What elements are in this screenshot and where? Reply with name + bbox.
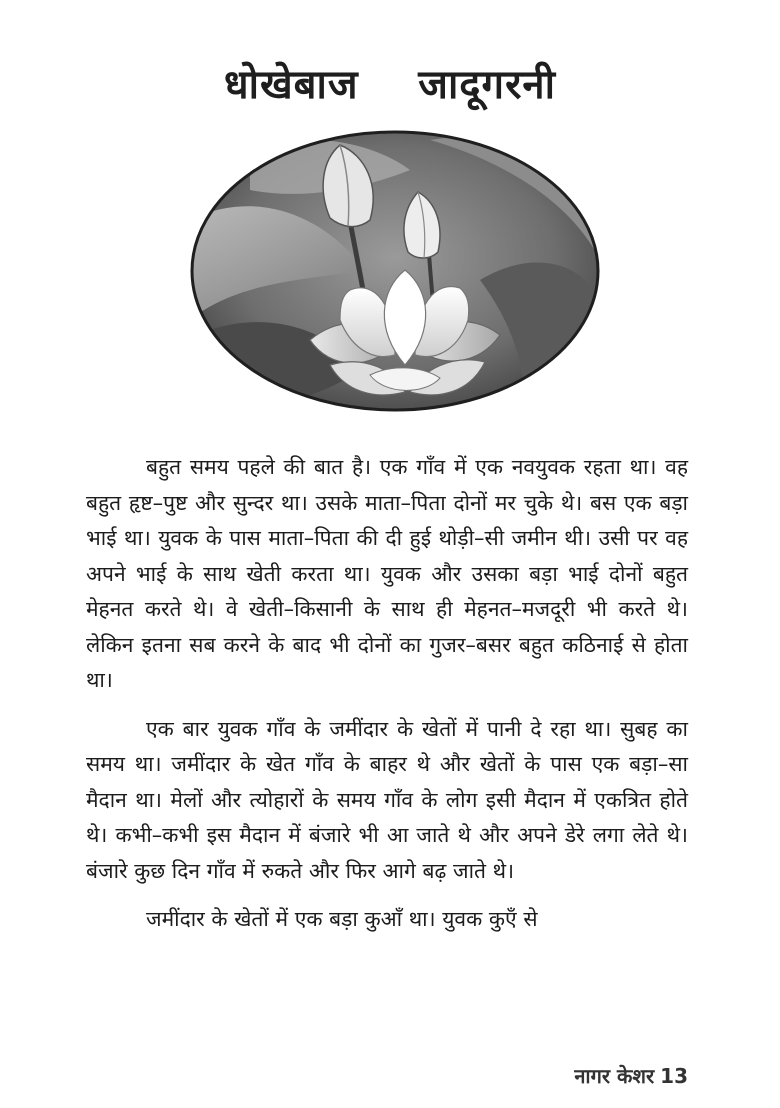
paragraph: बहुत समय पहले की बात है। एक गाँव में एक नवयुवक रहता था। वह बहुत हृष्ट–पुष्ट और सुन्दर था। उसके माता–पिता दोनों मर चुके थे। बस एक बड़ा भाई था। युवक के पास माता–पिता की दी हुई थोड़ी–सी जमीन थी। उसी पर वह अपने भाई के साथ खेती करता था। युवक और उसका बड़ा भाई दोनों बहुत मेहनत करते थे। वे खेती–किसानी के साथ ही मेहनत–मजदूरी भी करते थे। लेकिन इतना सब करने के बाद भी दोनों का गुजर–बसर बहुत कठिनाई से होता था।	[86, 455, 688, 692]
book-name: नागर केशर	[574, 1064, 655, 1088]
page-footer	[574, 1062, 688, 1089]
paragraph: जमींदार के खेतों में एक बड़ा कुआँ था। युवक कुएँ से	[146, 907, 538, 931]
page-number: 13	[660, 1064, 688, 1088]
story-title: धोखेबाज जादूगरनी	[224, 61, 556, 108]
story-body	[86, 450, 688, 938]
lotus-flower-icon	[190, 130, 600, 412]
paragraph: एक बार युवक गाँव के जमींदार के खेतों में पानी दे रहा था। सुबह का समय था। जमींदार के खेत गाँव के बाहर थे और खेतों के पास एक बड़ा–सा मैदान था। मेलों और त्योहारों के समय गाँव के लोग इसी मैदान में एकत्रित होते थे। कभी–कभी इस मैदान में बंजारे भी आ जाते थे और अपने डेरे लगा लेते थे। बंजारे कुछ दिन गाँव में रुकते और फिर आगे बढ़ जाते थे।	[86, 716, 688, 883]
